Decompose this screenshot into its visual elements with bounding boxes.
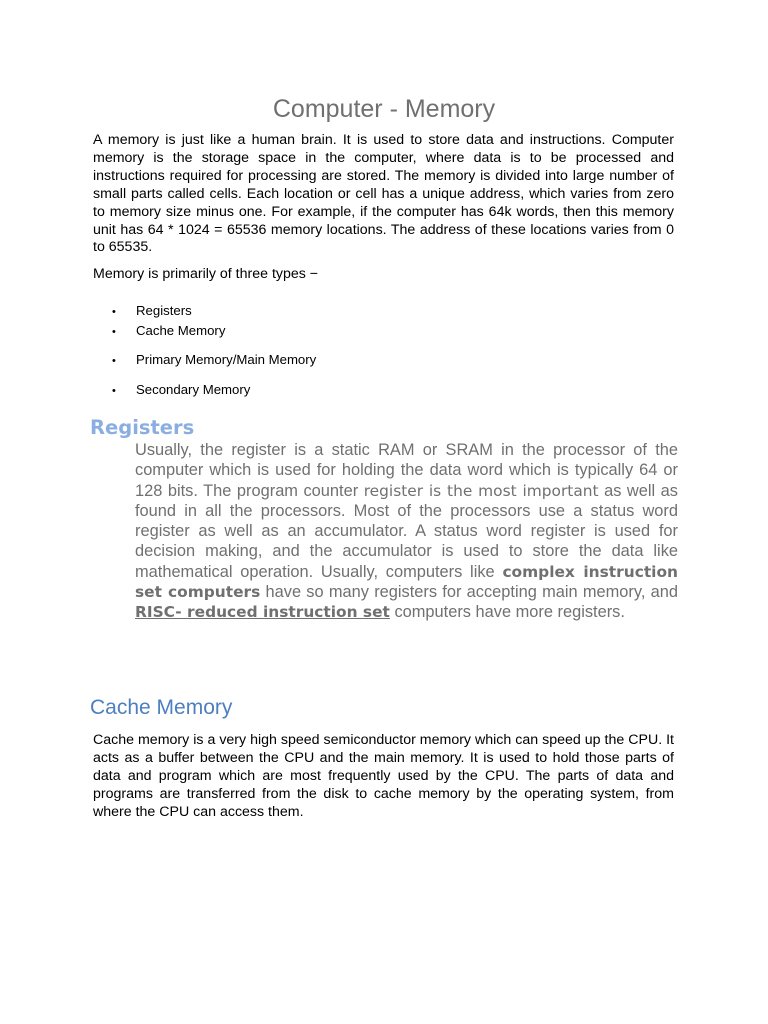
cache-memory-heading: Cache Memory — [90, 696, 233, 719]
list-item-label: Cache Memory — [136, 323, 226, 338]
list-item — [112, 302, 192, 321]
bullet-icon: • — [112, 355, 116, 367]
cisc-term: complex instruction set computers — [135, 562, 678, 602]
list-item — [112, 322, 225, 341]
intro-paragraph: A memory is just like a human brain. It is used to store data and instructions. Computer memory is the storage space in the computer, where data is to be processed and instructions required for processing are stored. The memory is divided into large number of small parts called cells. Each location or cell has a unique address, which varies from zero to memory size minus one. For example, if the computer has 64k words, then this memory unit has 64 * 1024 = 65536 memory locations. The address of these locations varies from 0 to 65535. — [93, 132, 674, 256]
page-title: Computer - Memory — [272, 95, 496, 123]
list-item — [112, 351, 316, 370]
list-item — [112, 381, 250, 400]
registers-heading: Registers — [90, 416, 195, 439]
list-item-label: Registers — [136, 303, 192, 318]
registers-text-3: have so many registers for accepting main memory, and — [260, 583, 678, 602]
list-item-label: Primary Memory/Main Memory — [136, 352, 317, 367]
cache-memory-paragraph: Cache memory is a very high speed semiconductor memory which can speed up the CPU. It acts as a buffer between the CPU and the main memory. It is used to hold those parts of data and program which are most frequently used by the CPU. The parts of data and programs are transferred from the disk to cache memory by the operating system, from where the CPU can access them. — [93, 732, 674, 820]
types-intro-text: Memory is primarily of three types − — [93, 266, 319, 282]
list-item-label: Secondary Memory — [136, 382, 251, 397]
bullet-icon: • — [112, 306, 116, 318]
registers-text-1: Usually, the register is a static RAM or SRAM in the processor of the computer which is used for holding the data word which is typically 64 or 128 bits. The program counter — [135, 441, 678, 500]
registers-emphasis: register is the most important — [363, 481, 599, 500]
risc-link[interactable]: RISC- reduced instruction set — [135, 603, 390, 622]
registers-text-4: computers have more registers. — [389, 603, 625, 622]
registers-paragraph — [135, 440, 678, 623]
bullet-icon: • — [112, 326, 116, 338]
registers-text-2: as well as found in all the processors. Most of the processors use a status word register as well as an accumulator. A status word register is used for decision making, and the accumulator is used to store the data like mathematical operation. Usually, computers like — [135, 481, 678, 581]
bullet-icon: • — [112, 385, 116, 397]
